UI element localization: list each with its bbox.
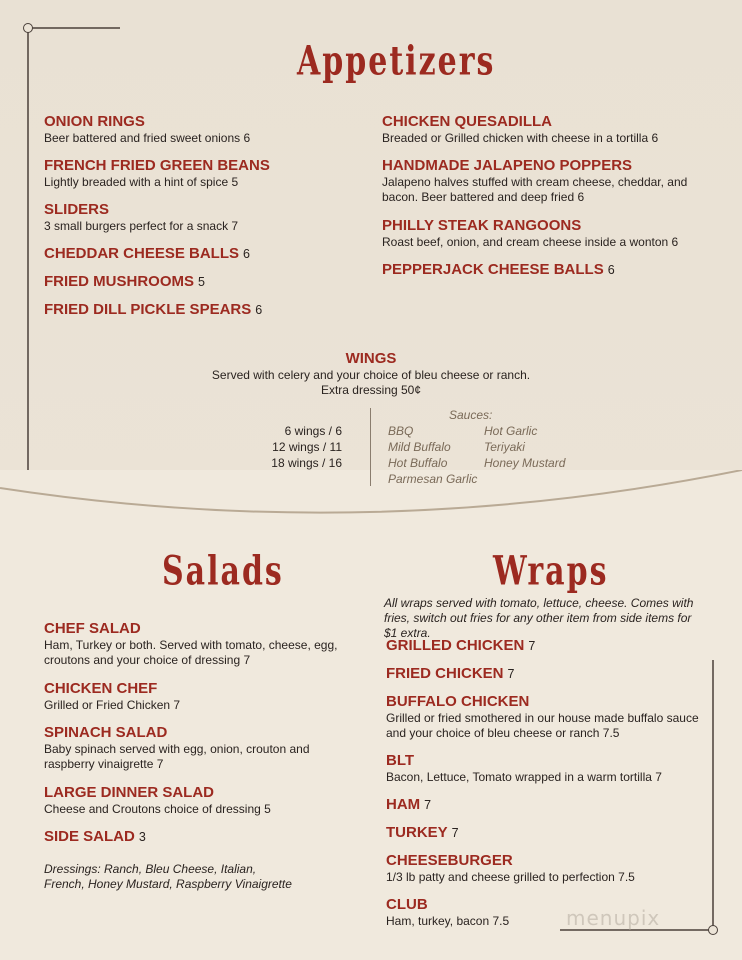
item-price: 6 bbox=[607, 263, 615, 277]
wing-count: 6 wings / 6 bbox=[284, 424, 342, 438]
item-price: 6 bbox=[255, 303, 263, 317]
wrap-ham bbox=[386, 796, 431, 814]
item-desc: Breaded or Grilled chicken with cheese in a tortilla 6 bbox=[382, 131, 659, 145]
wing-counts bbox=[240, 423, 342, 471]
wraps-note: All wraps served with tomato, lettuce, cheese. Comes with fries, switch out fries for any other item from side items for $1 extra. bbox=[384, 596, 694, 640]
item-desc: Jalapeno halves stuffed with cream cheese, cheddar, and bacon. Beer battered and deep fried 6 bbox=[382, 175, 688, 204]
wraps-title: Wraps bbox=[493, 547, 609, 596]
sauces-right bbox=[484, 423, 565, 471]
wing-count: 18 wings / 16 bbox=[271, 456, 342, 470]
item-name: CHICKEN QUESADILLA bbox=[382, 113, 553, 130]
item-name: SLIDERS bbox=[44, 201, 110, 218]
appetizer-mushrooms bbox=[44, 273, 205, 291]
appetizer-onion-rings bbox=[44, 113, 250, 146]
item-price: 3 bbox=[138, 830, 146, 844]
wrap-grilled-chicken bbox=[386, 637, 535, 655]
wrap-cheeseburger bbox=[386, 852, 706, 885]
sauces-left bbox=[388, 423, 477, 487]
item-price: 6 bbox=[243, 247, 250, 261]
sauce: Hot Buffalo bbox=[388, 456, 448, 470]
watermark-logo: menupix bbox=[566, 906, 661, 930]
item-desc: Bacon, Lettuce, Tomato wrapped in a warm tortilla 7 bbox=[386, 770, 662, 784]
item-desc: Lightly breaded with a hint of spice 5 bbox=[44, 175, 239, 189]
appetizer-pepperjack-balls bbox=[382, 261, 615, 279]
wings-title: WINGS bbox=[345, 350, 397, 367]
item-price: 7 bbox=[424, 798, 432, 812]
item-name: CHICKEN CHEF bbox=[44, 680, 158, 697]
sauce: Parmesan Garlic bbox=[388, 472, 478, 486]
salad-chicken-chef bbox=[44, 680, 344, 713]
sauces-label: Sauces: bbox=[449, 408, 493, 422]
sauce: Honey Mustard bbox=[484, 456, 566, 470]
wrap-buffalo-chicken bbox=[386, 693, 706, 741]
item-name: SPINACH SALAD bbox=[44, 724, 168, 741]
wings-desc: Served with celery and your choice of bleu cheese or ranch. bbox=[211, 368, 531, 382]
wings-section bbox=[171, 350, 571, 398]
item-name: PEPPERJACK CHEESE BALLS bbox=[382, 261, 604, 278]
sauce: Teriyaki bbox=[484, 440, 525, 454]
item-desc: Ham, Turkey or both. Served with tomato, cheese, egg, croutons and your choice of dressing 7 bbox=[44, 638, 338, 667]
wings-divider bbox=[370, 408, 371, 486]
item-desc: 3 small burgers perfect for a snack 7 bbox=[44, 219, 239, 233]
item-desc: 1/3 lb patty and cheese grilled to perfection 7.5 bbox=[386, 870, 635, 884]
salad-side bbox=[44, 828, 146, 846]
item-name: HANDMADE JALAPENO POPPERS bbox=[382, 157, 633, 174]
item-price: 7 bbox=[507, 667, 515, 681]
appetizer-pickle-spears bbox=[44, 301, 262, 319]
item-name: PHILLY STEAK RANGOONS bbox=[382, 217, 582, 234]
salad-chef bbox=[44, 620, 344, 668]
item-name: HAM bbox=[386, 796, 421, 813]
item-name: FRIED DILL PICKLE SPEARS bbox=[44, 301, 252, 318]
item-name: CHEESEBURGER bbox=[386, 852, 513, 869]
item-desc: Beer battered and fried sweet onions 6 bbox=[44, 131, 251, 145]
wrap-turkey bbox=[386, 824, 459, 842]
appetizer-sliders bbox=[44, 201, 238, 234]
sauce: Mild Buffalo bbox=[388, 440, 451, 454]
appetizer-rangoons bbox=[382, 217, 712, 250]
item-name: SIDE SALAD bbox=[44, 828, 135, 845]
frame-corner-ornament bbox=[708, 925, 718, 935]
item-price: 7 bbox=[451, 826, 459, 840]
item-name: TURKEY bbox=[386, 824, 448, 841]
item-price: 7 bbox=[528, 639, 536, 653]
sauce: Hot Garlic bbox=[484, 424, 538, 438]
sauce: BBQ bbox=[388, 424, 414, 438]
salad-spinach bbox=[44, 724, 344, 772]
wings-extra: Extra dressing 50¢ bbox=[320, 383, 422, 397]
item-name: FRIED MUSHROOMS bbox=[44, 273, 194, 290]
wrap-blt bbox=[386, 752, 706, 785]
salad-large-dinner bbox=[44, 784, 344, 817]
item-name: ONION RINGS bbox=[44, 113, 145, 130]
wrap-fried-chicken bbox=[386, 665, 514, 683]
item-desc: Ham, turkey, bacon 7.5 bbox=[386, 914, 510, 928]
item-desc: Baby spinach served with egg, onion, crouton and raspberry vinaigrette 7 bbox=[44, 742, 310, 771]
item-price: 5 bbox=[198, 275, 205, 289]
salad-dressings: Dressings: Ranch, Bleu Cheese, Italian, French, Honey Mustard, Raspberry Vinaigrette bbox=[44, 862, 292, 891]
item-name: BLT bbox=[386, 752, 415, 769]
appetizer-green-beans bbox=[44, 157, 270, 190]
item-desc: Grilled or Fried Chicken 7 bbox=[44, 698, 181, 712]
wing-count: 12 wings / 11 bbox=[272, 440, 342, 454]
appetizers-title: Appetizers bbox=[297, 37, 496, 86]
item-name: CLUB bbox=[386, 896, 428, 913]
item-name: CHEF SALAD bbox=[44, 620, 141, 637]
item-name: BUFFALO CHICKEN bbox=[386, 693, 530, 710]
appetizer-cheddar-balls bbox=[44, 245, 250, 263]
salads-title: Salads bbox=[162, 547, 284, 596]
item-desc: Roast beef, onion, and cream cheese inside a wonton 6 bbox=[382, 235, 679, 249]
item-name: LARGE DINNER SALAD bbox=[44, 784, 215, 801]
item-name: FRENCH FRIED GREEN BEANS bbox=[44, 157, 270, 174]
appetizer-jalapeno-poppers bbox=[382, 157, 697, 205]
item-desc: Grilled or fried smothered in our house made buffalo sauce and your choice of bleu cheese or ranch 7.5 bbox=[386, 711, 699, 740]
item-desc: Cheese and Croutons choice of dressing 5 bbox=[44, 802, 271, 816]
item-name: CHEDDAR CHEESE BALLS bbox=[44, 245, 240, 262]
item-name: FRIED CHICKEN bbox=[386, 665, 504, 682]
item-name: GRILLED CHICKEN bbox=[386, 637, 525, 654]
appetizer-quesadilla bbox=[382, 113, 712, 146]
frame-corner-ornament bbox=[23, 23, 33, 33]
